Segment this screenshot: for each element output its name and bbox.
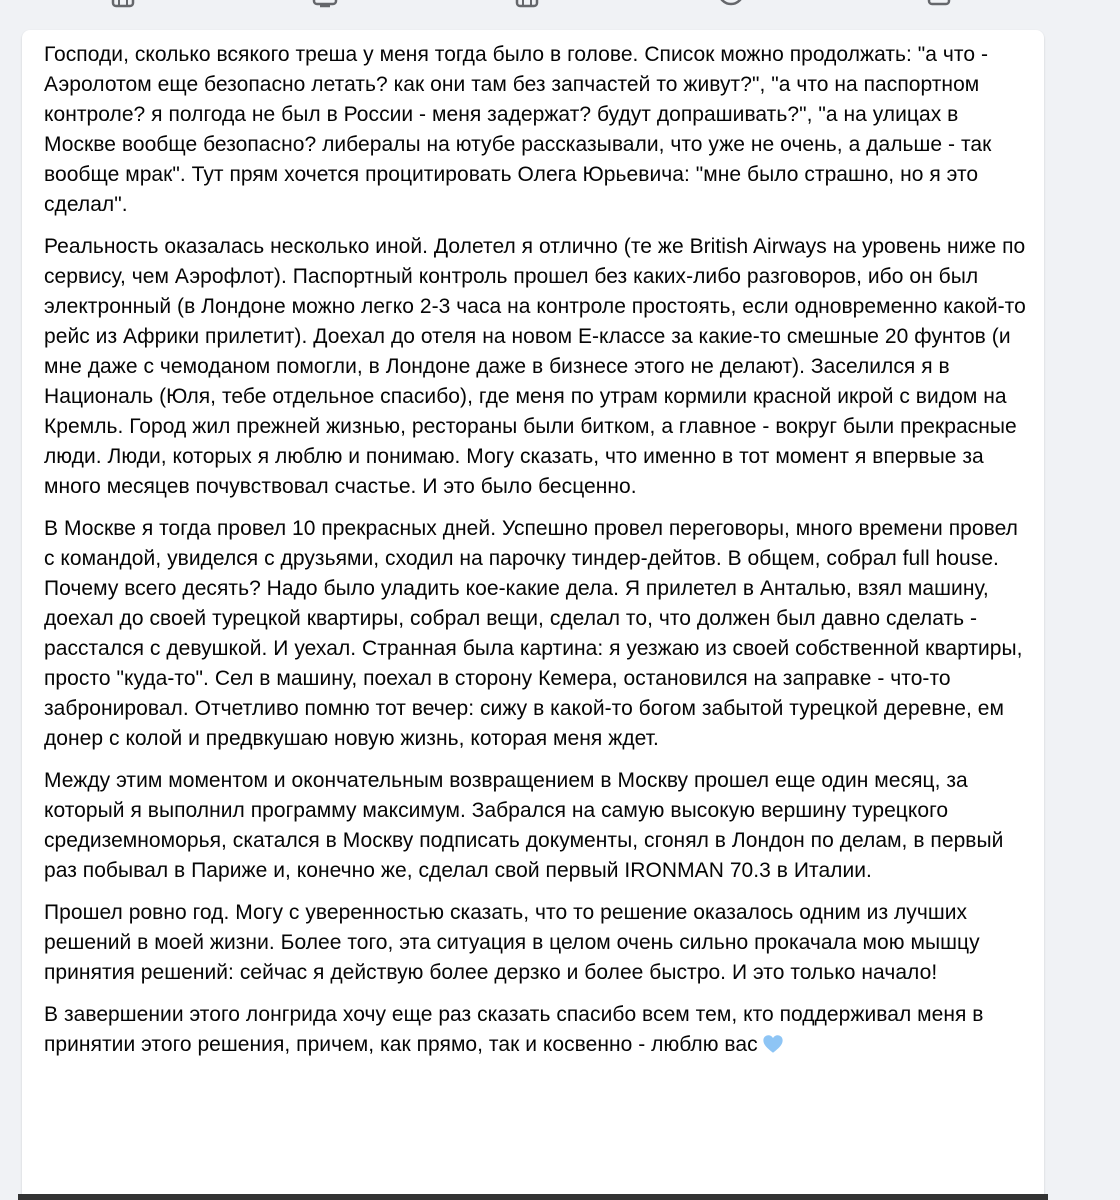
post-paragraph-2: Реальность оказалась несколько иной. Долетел я отлично (те же British Airways на уровень ниже по сервису, чем Аэрофлот). Паспортный контроль прошел без каких-либо разговоров, ибо он был электронный (в Лондоне можно легко 2-3 часа на контроле простоять, если одновременно какой-то рейс из Африки прилетит). Доехал до отеля на новом Е-классе за какие-то смешные 20 фунтов (и мне даже с чемоданом помогли, в Лондоне даже в бизнесе этого не делают). Заселился я в Националь (Юля, тебе отдельное спасибо), где меня по утрам кормили красной икрой с видом на Кремль. Город жил прежней жизнью, рестораны были битком, а главное - вокруг были прекрасные люди. Люди, которых я люблю и понимаю. Могу сказать, что именно в тот момент я впервые за много месяцев почувствовал счастье. И это было бесценно. [44,235,1026,498]
next-post-edge [18,1194,1048,1200]
home-icon[interactable] [110,0,136,8]
post-card [22,30,1044,1200]
marketplace-icon[interactable] [514,0,540,8]
profile-icon[interactable] [718,0,744,8]
post-body [44,40,1034,1072]
post-paragraph-3: В Москве я тогда провел 10 прекрасных дней. Успешно провел переговоры, много времени провел с командой, увиделся с друзьями, сходил на парочку тиндер-дейтов. В общем, собрал full house. Почему всего десять? Надо было уладить кое-какие дела. Я прилетел в Анталью, взял машину, доехал до своей турецкой квартиры, собрал вещи, сделал то, что должен был давно сделать - расстался с девушкой. И уехал. Странная была картина: я уезжаю из своей собственной квартиры, просто "куда-то". Сел в машину, поехал в сторону Кемера, остановился на заправке - что-то забронировал. Отчетливо помню тот вечер: сижу в какой-то богом забытой турецкой деревне, ем донер с колой и предвкушаю новую жизнь, которая меня ждет. [44,517,1023,750]
post-paragraph-5: Прошел ровно год. Могу с уверенностью сказать, что то решение оказалось одним из лучших решений в моей жизни. Более того, эта ситуация в целом очень сильно прокачала мою мышцу принятия решений: сейчас я действую более дерзко и более быстро. И это только начало! [44,901,980,984]
post-paragraph-6-text: В завершении этого лонгрида хочу еще раз сказать спасибо всем тем, кто поддерживал меня в принятии этого решения, причем, как прямо, так и косвенно - люблю вас [44,1003,984,1056]
post-paragraph-4: Между этим моментом и окончательным возвращением в Москву прошел еще один месяц, за который я выполнил программу максимум. Забрался на самую высокую вершину турецкого средиземноморья, скатался в Москву подписать документы, сгонял в Лондон по делам, в первый раз побывал в Париже и, конечно же, сделал свой первый IRONMAN 70.3 в Италии. [44,769,1004,882]
top-navigation-bar [0,0,1120,30]
notifications-icon[interactable] [926,0,952,8]
blue-heart-icon [762,1033,784,1055]
video-icon[interactable] [312,0,338,8]
post-paragraph-6 [44,1000,1034,1060]
post-paragraph-1: Господи, сколько всякого треша у меня тогда было в голове. Список можно продолжать: "а что - Аэролотом еще безопасно летать? как они там без запчастей то живут?", "а что на паспортном контроле? я полгода не был в России - меня задержат? будут допрашивать?", "а на улицах в Москве вообще безопасно? либералы на ютубе рассказывали, что уже не очень, а дальше - так вообще мрак". Тут прям хочется процитировать Олега Юрьевича: "мне было страшно, но я это сделал". [44,43,992,216]
